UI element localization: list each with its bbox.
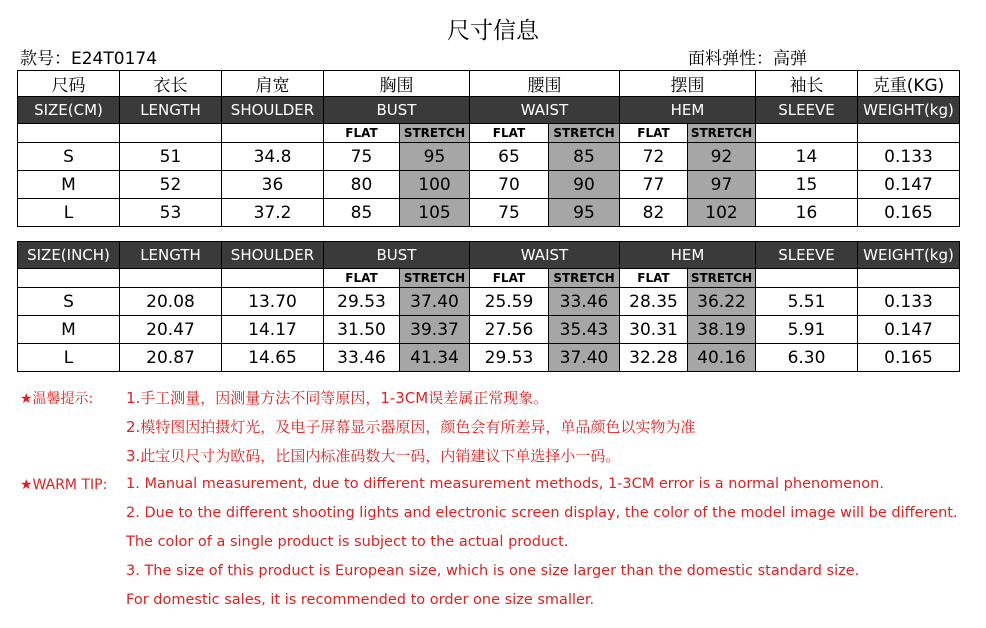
value-cell: 15 — [756, 171, 858, 199]
en-tip-line: 2. Due to the different shooting lights and electronic screen display, the color of the model image will be different. — [126, 505, 958, 521]
table-row — [18, 199, 960, 227]
table-row — [18, 316, 960, 344]
value-cell: 0.165 — [858, 344, 960, 372]
size-table-inch — [17, 241, 960, 372]
value-cell: 95 — [400, 143, 470, 171]
flat-label: FLAT — [620, 269, 688, 288]
header-cell: 摆围 — [620, 71, 756, 97]
value-cell: 0.133 — [858, 288, 960, 316]
value-cell: 95 — [549, 199, 620, 227]
value-cell: 82 — [620, 199, 688, 227]
value-cell: 14.17 — [222, 316, 324, 344]
value-cell: 77 — [620, 171, 688, 199]
value-cell: 20.08 — [120, 288, 222, 316]
value-cell: 29.53 — [470, 344, 549, 372]
value-cell: 16 — [756, 199, 858, 227]
header-cell: 胸围 — [324, 71, 470, 97]
value-cell: 90 — [549, 171, 620, 199]
stretch-label: STRETCH — [400, 124, 470, 143]
value-cell: 39.37 — [400, 316, 470, 344]
value-cell: 5.51 — [756, 288, 858, 316]
cn-tip-line: 2.模特图因拍摄灯光，及电子屏幕显示器原因，颜色会有所差异，单品颜色以实物为准 — [126, 418, 696, 436]
header-cell: WAIST — [470, 242, 620, 269]
value-cell: 37.40 — [549, 344, 620, 372]
value-cell: 72 — [620, 143, 688, 171]
cn-tip-line: 1.手工测量，因测量方法不同等原因，1-3CM误差属正常现象。 — [126, 389, 549, 407]
value-cell: 51 — [120, 143, 222, 171]
en-header-row — [18, 242, 960, 269]
table-row — [18, 171, 960, 199]
value-cell: 33.46 — [324, 344, 400, 372]
flat-label: FLAT — [324, 269, 400, 288]
cn-tip-label: ★温馨提示: — [20, 391, 94, 407]
header-cell: WEIGHT(kg) — [858, 242, 960, 269]
fabric-elasticity: 面料弹性：高弹 — [688, 49, 807, 69]
flat-label: FLAT — [620, 124, 688, 143]
header-cell: BUST — [324, 97, 470, 124]
header-cell: SLEEVE — [756, 242, 858, 269]
value-cell: 25.59 — [470, 288, 549, 316]
header-cell: WEIGHT(kg) — [858, 97, 960, 124]
value-cell: 97 — [688, 171, 756, 199]
value-cell: 52 — [120, 171, 222, 199]
value-cell: 38.19 — [688, 316, 756, 344]
stretch-label: STRETCH — [688, 124, 756, 143]
table-row — [18, 143, 960, 171]
en-tip-line: For domestic sales, it is recommended to order one size smaller. — [126, 592, 595, 608]
value-cell: 92 — [688, 143, 756, 171]
size-cell: S — [18, 288, 120, 316]
size-cell: L — [18, 199, 120, 227]
en-header-row — [18, 97, 960, 124]
value-cell: 28.35 — [620, 288, 688, 316]
stretch-label: STRETCH — [688, 269, 756, 288]
value-cell: 0.147 — [858, 316, 960, 344]
flat-label: FLAT — [470, 269, 549, 288]
header-cell: SLEEVE — [756, 97, 858, 124]
header-cell: SHOULDER — [222, 242, 324, 269]
size-cell: M — [18, 171, 120, 199]
stretch-label: STRETCH — [549, 269, 620, 288]
value-cell: 13.70 — [222, 288, 324, 316]
header-cell: HEM — [620, 242, 756, 269]
value-cell: 102 — [688, 199, 756, 227]
value-cell: 5.91 — [756, 316, 858, 344]
header-cell: 衣长 — [120, 71, 222, 97]
header-cell: WAIST — [470, 97, 620, 124]
page-title: 尺寸信息 — [447, 18, 539, 44]
style-number: 款号：E24T0174 — [20, 49, 158, 69]
value-cell: 85 — [324, 199, 400, 227]
size-cell: L — [18, 344, 120, 372]
header-cell: HEM — [620, 97, 756, 124]
value-cell: 70 — [470, 171, 549, 199]
value-cell: 40.16 — [688, 344, 756, 372]
value-cell: 36 — [222, 171, 324, 199]
value-cell: 41.34 — [400, 344, 470, 372]
header-cell: 袖长 — [756, 71, 858, 97]
value-cell: 80 — [324, 171, 400, 199]
header-cell: 肩宽 — [222, 71, 324, 97]
value-cell: 30.31 — [620, 316, 688, 344]
header-cell: SHOULDER — [222, 97, 324, 124]
value-cell: 0.133 — [858, 143, 960, 171]
value-cell: 27.56 — [470, 316, 549, 344]
value-cell: 35.43 — [549, 316, 620, 344]
en-tip-line: 3. The size of this product is European size, which is one size larger than the domestic standard size. — [126, 563, 860, 579]
en-tip-line: 1. Manual measurement, due to different measurement methods, 1-3CM error is a normal phenomenon. — [126, 476, 884, 492]
cn-tip-line: 3.此宝贝尺寸为欧码，比国内标准码数大一码，内销建议下单选择小一码。 — [126, 447, 621, 465]
cn-header-row — [18, 71, 960, 97]
value-cell: 32.28 — [620, 344, 688, 372]
value-cell: 14.65 — [222, 344, 324, 372]
header-cell: 尺码 — [18, 71, 120, 97]
value-cell: 33.46 — [549, 288, 620, 316]
size-cell: M — [18, 316, 120, 344]
size-table-cm — [17, 70, 960, 227]
size-cell: S — [18, 143, 120, 171]
value-cell: 105 — [400, 199, 470, 227]
value-cell: 75 — [324, 143, 400, 171]
header-cell: LENGTH — [120, 242, 222, 269]
value-cell: 0.165 — [858, 199, 960, 227]
value-cell: 36.22 — [688, 288, 756, 316]
value-cell: 37.2 — [222, 199, 324, 227]
header-cell: LENGTH — [120, 97, 222, 124]
en-tip-label: ★WARM TIP: — [20, 477, 108, 493]
value-cell: 14 — [756, 143, 858, 171]
value-cell: 37.40 — [400, 288, 470, 316]
value-cell: 100 — [400, 171, 470, 199]
en-tip-line: The color of a single product is subject to the actual product. — [126, 534, 569, 550]
value-cell: 29.53 — [324, 288, 400, 316]
header-cell: SIZE(CM) — [18, 97, 120, 124]
table-row — [18, 344, 960, 372]
value-cell: 34.8 — [222, 143, 324, 171]
header-cell: SIZE(INCH) — [18, 242, 120, 269]
sub-header-row — [18, 124, 960, 143]
value-cell: 20.87 — [120, 344, 222, 372]
flat-label: FLAT — [470, 124, 549, 143]
value-cell: 53 — [120, 199, 222, 227]
header-cell: 腰围 — [470, 71, 620, 97]
header-cell: BUST — [324, 242, 470, 269]
flat-label: FLAT — [324, 124, 400, 143]
sub-header-row — [18, 269, 960, 288]
value-cell: 65 — [470, 143, 549, 171]
value-cell: 31.50 — [324, 316, 400, 344]
value-cell: 75 — [470, 199, 549, 227]
value-cell: 85 — [549, 143, 620, 171]
value-cell: 6.30 — [756, 344, 858, 372]
header-cell: 克重(KG) — [858, 71, 960, 97]
table-row — [18, 288, 960, 316]
stretch-label: STRETCH — [549, 124, 620, 143]
value-cell: 0.147 — [858, 171, 960, 199]
value-cell: 20.47 — [120, 316, 222, 344]
stretch-label: STRETCH — [400, 269, 470, 288]
